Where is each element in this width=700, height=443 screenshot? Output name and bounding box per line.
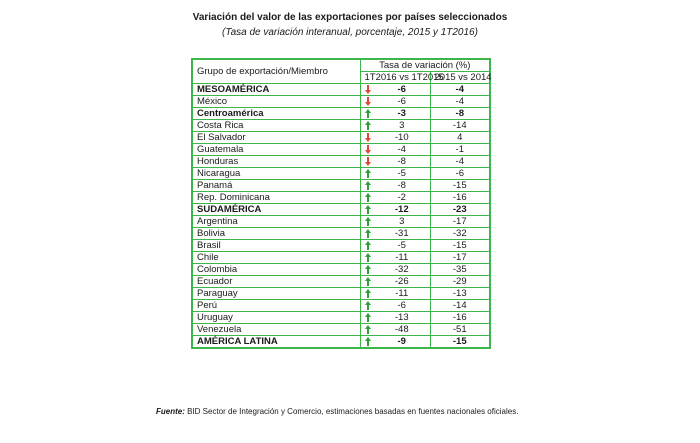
export-variation-table: [191, 58, 491, 349]
row-arrow-cell: [360, 300, 374, 312]
row-value-2015: -15: [430, 240, 490, 252]
row-value-1t2016: -8: [374, 180, 430, 192]
row-name: Uruguay: [192, 312, 360, 324]
table-row: [192, 276, 490, 288]
table-body: [192, 84, 490, 349]
row-value-2015: -1: [430, 144, 490, 156]
arrow-up-icon: [365, 301, 371, 310]
row-name: Venezuela: [192, 324, 360, 336]
header-col-1t2016: 1T2016 vs 1T2015: [360, 72, 430, 84]
row-arrow-cell: [360, 108, 374, 120]
row-value-1t2016: -4: [374, 144, 430, 156]
row-arrow-cell: [360, 264, 374, 276]
row-name: Ecuador: [192, 276, 360, 288]
arrow-up-icon: [365, 181, 371, 190]
table-row: [192, 264, 490, 276]
table-row: [192, 204, 490, 216]
row-name: Centroamérica: [192, 108, 360, 120]
arrow-up-icon: [365, 193, 371, 202]
table-row: [192, 84, 490, 96]
row-name: Costa Rica: [192, 120, 360, 132]
row-value-1t2016: -8: [374, 156, 430, 168]
row-arrow-cell: [360, 228, 374, 240]
arrow-up-icon: [365, 121, 371, 130]
arrow-up-icon: [365, 217, 371, 226]
row-value-1t2016: -26: [374, 276, 430, 288]
row-value-2015: -16: [430, 312, 490, 324]
row-name: Bolivia: [192, 228, 360, 240]
row-value-1t2016: -48: [374, 324, 430, 336]
row-value-1t2016: -31: [374, 228, 430, 240]
row-value-1t2016: -6: [374, 300, 430, 312]
row-name: AMÉRICA LATINA: [192, 336, 360, 349]
header-col-2015: 2015 vs 2014: [430, 72, 490, 84]
row-name: Nicaragua: [192, 168, 360, 180]
row-arrow-cell: [360, 192, 374, 204]
table-title: Variación del valor de las exportaciones por países seleccionados: [192, 12, 508, 23]
table-row: [192, 216, 490, 228]
row-arrow-cell: [360, 216, 374, 228]
row-arrow-cell: [360, 144, 374, 156]
row-value-2015: -17: [430, 252, 490, 264]
table-row: [192, 180, 490, 192]
table-row: [192, 96, 490, 108]
row-value-2015: -14: [430, 300, 490, 312]
row-value-2015: -14: [430, 120, 490, 132]
row-value-2015: -4: [430, 96, 490, 108]
row-name: Chile: [192, 252, 360, 264]
row-arrow-cell: [360, 96, 374, 108]
row-arrow-cell: [360, 156, 374, 168]
arrow-up-icon: [365, 337, 371, 346]
arrow-up-icon: [365, 325, 371, 334]
arrow-down-icon: [365, 97, 371, 106]
row-value-1t2016: -13: [374, 312, 430, 324]
row-arrow-cell: [360, 132, 374, 144]
table-row: [192, 120, 490, 132]
arrow-up-icon: [365, 253, 371, 262]
row-name: Argentina: [192, 216, 360, 228]
row-name: MESOAMÉRICA: [192, 84, 360, 96]
table-subtitle: (Tasa de variación interanual, porcentaje, 2015 y 1T2016): [222, 27, 478, 38]
row-name: Colombia: [192, 264, 360, 276]
table-row: [192, 192, 490, 204]
table-row: [192, 324, 490, 336]
table-row: [192, 312, 490, 324]
row-value-2015: -29: [430, 276, 490, 288]
row-arrow-cell: [360, 252, 374, 264]
row-arrow-cell: [360, 168, 374, 180]
table-row: [192, 108, 490, 120]
row-value-2015: -17: [430, 216, 490, 228]
table-row: [192, 156, 490, 168]
arrow-up-icon: [365, 205, 371, 214]
row-arrow-cell: [360, 288, 374, 300]
row-value-1t2016: -11: [374, 252, 430, 264]
row-value-1t2016: -3: [374, 108, 430, 120]
row-value-1t2016: -5: [374, 168, 430, 180]
table-row: [192, 288, 490, 300]
row-value-2015: -32: [430, 228, 490, 240]
row-value-2015: -15: [430, 180, 490, 192]
arrow-down-icon: [365, 133, 371, 142]
row-value-1t2016: -11: [374, 288, 430, 300]
row-arrow-cell: [360, 84, 374, 96]
row-value-1t2016: -5: [374, 240, 430, 252]
row-name: El Salvador: [192, 132, 360, 144]
row-value-2015: -16: [430, 192, 490, 204]
row-value-2015: -15: [430, 336, 490, 349]
row-arrow-cell: [360, 324, 374, 336]
arrow-up-icon: [365, 313, 371, 322]
table-row: [192, 144, 490, 156]
row-value-2015: -4: [430, 156, 490, 168]
row-arrow-cell: [360, 240, 374, 252]
row-value-2015: -8: [430, 108, 490, 120]
arrow-up-icon: [365, 169, 371, 178]
arrow-up-icon: [365, 229, 371, 238]
table-row: [192, 168, 490, 180]
row-value-1t2016: -9: [374, 336, 430, 349]
table-row: [192, 132, 490, 144]
row-value-1t2016: -12: [374, 204, 430, 216]
row-value-2015: -13: [430, 288, 490, 300]
arrow-down-icon: [365, 145, 371, 154]
source-note: [156, 407, 518, 416]
row-value-2015: -6: [430, 168, 490, 180]
row-name: México: [192, 96, 360, 108]
table-row: [192, 228, 490, 240]
row-value-1t2016: -6: [374, 96, 430, 108]
row-name: Guatemala: [192, 144, 360, 156]
table-row: [192, 252, 490, 264]
table-row: [192, 336, 490, 349]
row-name: Panamá: [192, 180, 360, 192]
row-value-1t2016: -6: [374, 84, 430, 96]
row-value-1t2016: -2: [374, 192, 430, 204]
arrow-down-icon: [365, 157, 371, 166]
row-value-1t2016: 3: [374, 120, 430, 132]
row-arrow-cell: [360, 120, 374, 132]
row-value-2015: 4: [430, 132, 490, 144]
row-value-2015: -4: [430, 84, 490, 96]
arrow-up-icon: [365, 241, 371, 250]
arrow-down-icon: [365, 85, 371, 94]
table-row: [192, 240, 490, 252]
row-name: Paraguay: [192, 288, 360, 300]
row-arrow-cell: [360, 336, 374, 349]
source-label: Fuente:: [156, 407, 185, 416]
row-value-2015: -23: [430, 204, 490, 216]
arrow-up-icon: [365, 109, 371, 118]
arrow-up-icon: [365, 289, 371, 298]
table-row: [192, 300, 490, 312]
row-arrow-cell: [360, 204, 374, 216]
source-text: BID Sector de Integración y Comercio, estimaciones basadas en fuentes nacionales oficiales.: [187, 407, 519, 416]
header-rate: Tasa de variación (%): [360, 59, 490, 72]
row-name: Perú: [192, 300, 360, 312]
row-value-2015: -51: [430, 324, 490, 336]
arrow-up-icon: [365, 265, 371, 274]
row-arrow-cell: [360, 312, 374, 324]
row-name: SUDAMÉRICA: [192, 204, 360, 216]
header-group: Grupo de exportación/Miembro: [192, 59, 360, 84]
row-value-2015: -35: [430, 264, 490, 276]
row-arrow-cell: [360, 276, 374, 288]
row-value-1t2016: -32: [374, 264, 430, 276]
row-value-1t2016: 3: [374, 216, 430, 228]
row-name: Honduras: [192, 156, 360, 168]
row-arrow-cell: [360, 180, 374, 192]
row-value-1t2016: -10: [374, 132, 430, 144]
row-name: Rep. Dominicana: [192, 192, 360, 204]
arrow-up-icon: [365, 277, 371, 286]
row-name: Brasil: [192, 240, 360, 252]
